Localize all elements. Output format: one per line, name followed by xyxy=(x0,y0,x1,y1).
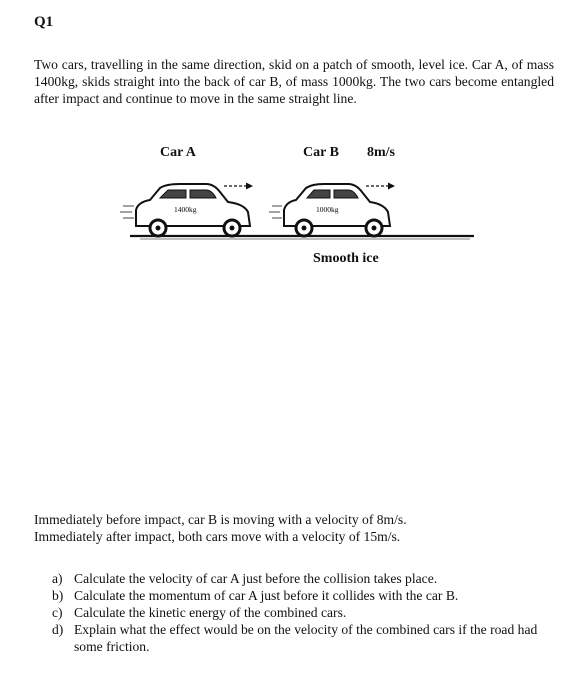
part-text: Calculate the momentum of car A just before it collides with the car B. xyxy=(74,588,459,603)
car-b-mass-tag: 1000kg xyxy=(316,205,339,214)
surface-label: Smooth ice xyxy=(313,251,379,266)
car-a-label: Car A xyxy=(160,145,196,160)
given-line: Immediately after impact, both cars move with a velocity of 15m/s. xyxy=(34,529,401,544)
arrow-right-icon xyxy=(366,183,395,190)
collision-figure xyxy=(110,140,490,275)
wheel-icon xyxy=(366,220,382,236)
wheel-icon xyxy=(296,220,312,236)
given-line: Immediately before impact, car B is moving with a velocity of 8m/s. xyxy=(34,512,407,527)
part-letter: b) xyxy=(52,588,64,603)
question-part-a xyxy=(52,570,552,587)
question-parts xyxy=(52,570,552,655)
part-letter: a) xyxy=(52,571,63,586)
car-b-label: Car B xyxy=(303,145,339,160)
motion-lines-icon xyxy=(120,206,134,218)
part-text: Calculate the kinetic energy of the combined cars. xyxy=(74,605,347,620)
arrow-right-icon xyxy=(224,183,253,190)
question-number: Q1 xyxy=(34,14,54,30)
car-a xyxy=(120,183,253,237)
wheel-icon xyxy=(150,220,166,236)
part-text: Calculate the velocity of car A just before the collision takes place. xyxy=(74,571,438,586)
part-letter: c) xyxy=(52,605,63,620)
wheel-icon xyxy=(224,220,240,236)
question-intro: Two cars, travelling in the same direction, skid on a patch of smooth, level ice. Car A, of mass 1400kg, skids straight into the back of car B, of mass 1000kg. The two cars become entangled after impact and continue to move in the same straight line. xyxy=(34,57,554,106)
question-part-d xyxy=(52,621,552,655)
car-b-speed-label: 8m/s xyxy=(367,145,395,160)
question-part-c xyxy=(52,604,552,621)
car-a-mass-tag: 1400kg xyxy=(174,205,197,214)
part-text: Explain what the effect would be on the velocity of the combined cars if the road had some friction. xyxy=(74,622,538,654)
question-part-b xyxy=(52,587,552,604)
part-letter: d) xyxy=(52,622,64,637)
motion-lines-icon xyxy=(269,206,282,218)
car-b xyxy=(269,183,395,237)
given-information xyxy=(34,511,556,545)
